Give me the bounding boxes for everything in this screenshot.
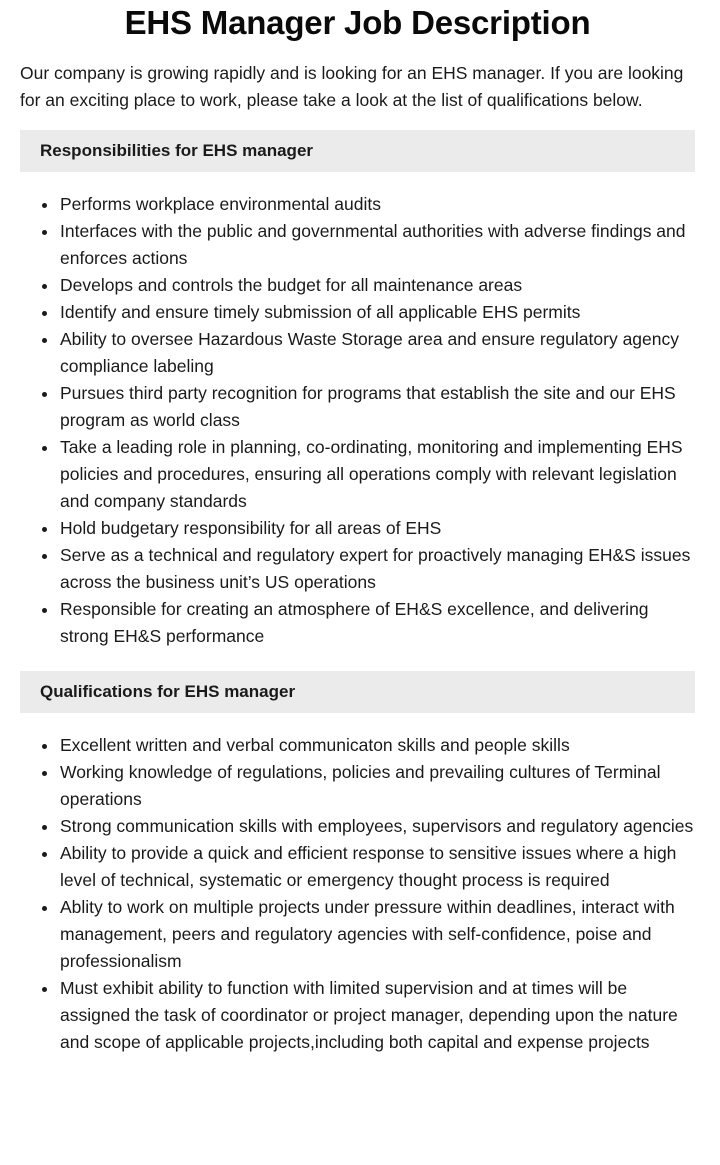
- bullet-icon: [42, 771, 47, 776]
- page-title: EHS Manager Job Description: [124, 4, 591, 41]
- list-item: Develops and controls the budget for all maintenance areas: [60, 272, 695, 299]
- list-item: Must exhibit ability to function with limited supervision and at times will be assigned the task of coordinator or project manager, depending upon the nature and scope of applicable projects,including both capital and expense projects: [60, 975, 695, 1056]
- bullet-icon: [42, 906, 47, 911]
- list-item: Take a leading role in planning, co-ordinating, monitoring and implementing EHS policies and procedures, ensuring all operations comply with relevant legislation and company standards: [60, 434, 695, 515]
- bullet-icon: [42, 554, 47, 559]
- list-item: Serve as a technical and regulatory expert for proactively managing EH&S issues across the business unit’s US operations: [60, 542, 695, 596]
- bullet-icon: [42, 852, 47, 857]
- bullet-icon: [42, 392, 47, 397]
- bullet-icon: [42, 744, 47, 749]
- responsibilities-list: [20, 191, 695, 650]
- bullet-icon: [42, 825, 47, 830]
- bullet-icon: [42, 446, 47, 451]
- qualifications-heading: Qualifications for EHS manager: [20, 671, 695, 713]
- list-item: Ability to provide a quick and efficient response to sensitive issues where a high level of technical, systematic or emergency thought process is required: [60, 840, 695, 894]
- list-item: Performs workplace environmental audits: [60, 191, 695, 218]
- bullet-icon: [42, 284, 47, 289]
- list-item: Strong communication skills with employees, supervisors and regulatory agencies: [60, 813, 695, 840]
- list-item: Ablity to work on multiple projects under pressure within deadlines, interact with management, peers and regulatory agencies with self-confidence, poise and professionalism: [60, 894, 695, 975]
- bullet-icon: [42, 987, 47, 992]
- bullet-icon: [42, 230, 47, 235]
- bullet-icon: [42, 608, 47, 613]
- list-item: Hold budgetary responsibility for all areas of EHS: [60, 515, 695, 542]
- intro-paragraph: Our company is growing rapidly and is looking for an EHS manager. If you are looking for an exciting place to work, please take a look at the list of qualifications below.: [20, 63, 684, 110]
- list-item: Responsible for creating an atmosphere of EH&S excellence, and delivering strong EH&S performance: [60, 596, 695, 650]
- list-item: Pursues third party recognition for programs that establish the site and our EHS program as world class: [60, 380, 695, 434]
- list-item: Working knowledge of regulations, policies and prevailing cultures of Terminal operations: [60, 759, 695, 813]
- list-item: Interfaces with the public and governmental authorities with adverse findings and enforces actions: [60, 218, 695, 272]
- bullet-icon: [42, 338, 47, 343]
- qualifications-list: [20, 732, 695, 1056]
- bullet-icon: [42, 311, 47, 316]
- responsibilities-heading: Responsibilities for EHS manager: [20, 130, 695, 172]
- list-item: Identify and ensure timely submission of all applicable EHS permits: [60, 299, 695, 326]
- list-item: Ability to oversee Hazardous Waste Storage area and ensure regulatory agency compliance labeling: [60, 326, 695, 380]
- list-item: Excellent written and verbal communicaton skills and people skills: [60, 732, 695, 759]
- bullet-icon: [42, 527, 47, 532]
- bullet-icon: [42, 203, 47, 208]
